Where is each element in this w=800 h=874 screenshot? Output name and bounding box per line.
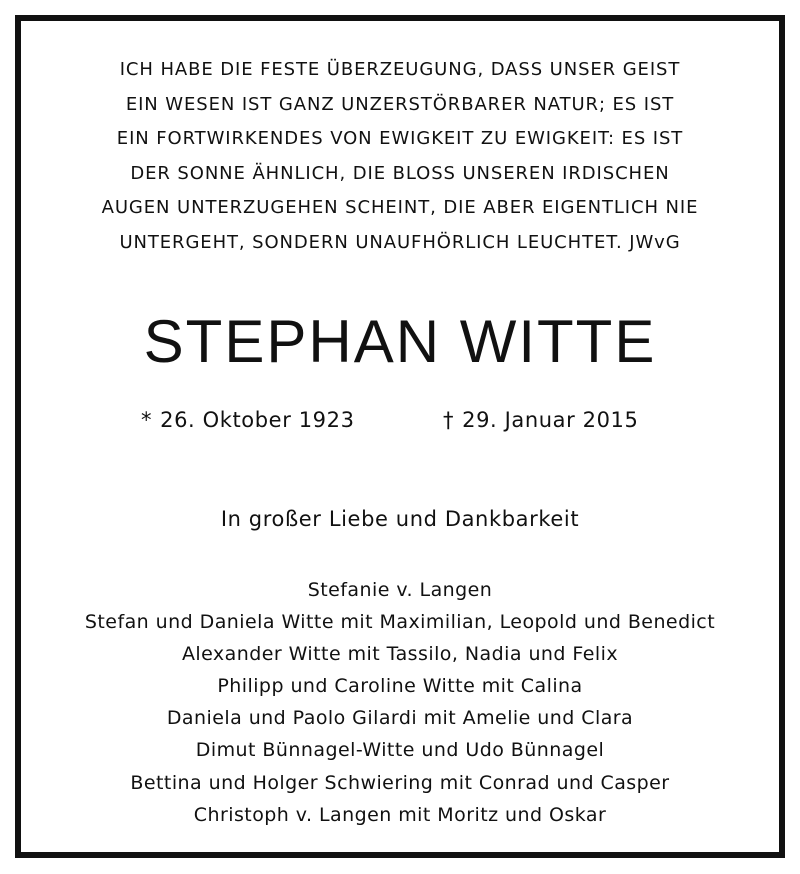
- quote-line: UNTERGEHT, SONDERN UNAUFHÖRLICH LEUCHTET. JWvG: [119, 231, 681, 253]
- quote-line: EIN FORTWIRKENDES VON EWIGKEIT ZU EWIGKEIT: ES IST: [116, 128, 684, 149]
- quote-line: ICH HABE DIE FESTE ÜBERZEUGUNG, DASS UNSER GEIST: [119, 59, 681, 80]
- mourner: Stefan und Daniela Witte mit Maximilian, Leopold und Benedict: [84, 611, 716, 634]
- dedication: In großer Liebe und Dankbarkeit: [220, 507, 580, 531]
- quote-line: DER SONNE ÄHNLICH, DIE BLOSS UNSEREN IRDISCHEN: [130, 162, 670, 184]
- mourner: Stefanie v. Langen: [307, 579, 493, 601]
- death-date-line: [443, 405, 638, 435]
- asterisk-birth-icon: *: [141, 408, 153, 432]
- mourners-list: [21, 574, 779, 831]
- obituary-frame: [15, 15, 785, 858]
- mourner: Christoph v. Langen mit Moritz und Oskar: [193, 803, 607, 826]
- mourner: Dimut Bünnagel-Witte und Udo Bünnagel: [195, 739, 605, 762]
- mourner: Alexander Witte mit Tassilo, Nadia und Felix: [181, 643, 619, 666]
- birth-date: 26. Oktober 1923: [160, 408, 355, 432]
- mourner: Philipp und Caroline Witte mit Calina: [217, 675, 583, 698]
- cross-death-icon: †: [443, 408, 455, 432]
- quote-line: AUGEN UNTERZUGEHEN SCHEINT, DIE ABER EIGENTLICH NIE: [101, 197, 699, 218]
- deceased-name: STEPHAN WITTE: [143, 308, 657, 375]
- quote-line: EIN WESEN IST GANZ UNZERSTÖRBARER NATUR; ES IST: [125, 93, 675, 115]
- mourner: Daniela und Paolo Gilardi mit Amelie und Clara: [166, 707, 634, 730]
- death-date: 29. Januar 2015: [462, 408, 639, 432]
- mourner: Bettina und Holger Schwiering mit Conrad und Casper: [130, 771, 670, 794]
- birth-date-line: [141, 405, 355, 435]
- goethe-quote: [21, 53, 779, 260]
